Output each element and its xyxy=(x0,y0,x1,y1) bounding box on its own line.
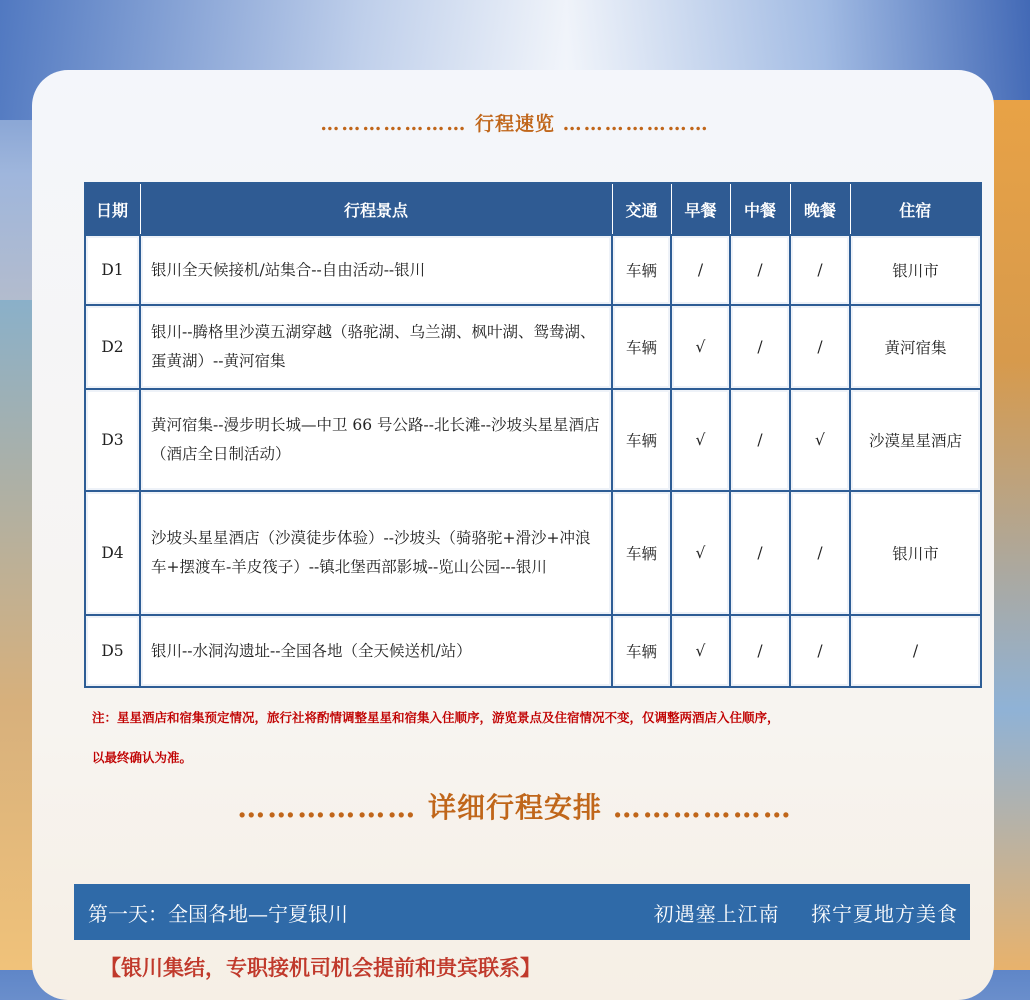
detail-dots-left: ……………… xyxy=(237,791,418,824)
day-cell: D2 xyxy=(85,305,140,389)
header-date: 日期 xyxy=(85,183,140,235)
breakfast-cell: √ xyxy=(671,615,730,687)
day-cell: D5 xyxy=(85,615,140,687)
stay-cell: 黄河宿集 xyxy=(850,305,981,389)
table-row xyxy=(85,389,981,491)
lunch-cell: / xyxy=(730,389,790,491)
lunch-cell: / xyxy=(730,235,790,305)
route-cell: 沙坡头星星酒店（沙漠徒步体验）--沙坡头（骑骆驼+滑沙+冲浪车+摆渡车-羊皮筏子）--镇北堡西部影城--览山公园---银川 xyxy=(140,491,612,615)
route-cell: 银川全天候接机/站集合--自由活动--银川 xyxy=(140,235,612,305)
route-cell: 黄河宿集--漫步明长城—中卫 66 号公路--北长滩--沙坡头星星酒店（酒店全日制活动） xyxy=(140,389,612,491)
transport-cell: 车辆 xyxy=(612,491,671,615)
route-cell: 银川--腾格里沙漠五湖穿越（骆驼湖、乌兰湖、枫叶湖、鸳鸯湖、蛋黄湖）--黄河宿集 xyxy=(140,305,612,389)
breakfast-cell: √ xyxy=(671,305,730,389)
day1-banner xyxy=(74,884,970,940)
header-stay: 住宿 xyxy=(850,183,981,235)
lunch-cell: / xyxy=(730,305,790,389)
day-cell: D4 xyxy=(85,491,140,615)
table-row xyxy=(85,305,981,389)
table-row xyxy=(85,491,981,615)
overview-title xyxy=(0,109,1030,136)
breakfast-cell: √ xyxy=(671,389,730,491)
dinner-cell: / xyxy=(790,305,850,389)
breakfast-cell: / xyxy=(671,235,730,305)
table-row xyxy=(85,615,981,687)
detail-title-text: 详细行程安排 xyxy=(427,791,602,824)
lunch-cell: / xyxy=(730,491,790,615)
title-dots-right: ………………… xyxy=(562,113,710,135)
booking-note: 注：星星酒店和宿集预定情况，旅行社将酌情调整星星和宿集入住顺序，游览景点及住宿情况不变，仅调整两酒店入住顺序， xyxy=(92,710,780,725)
header-transport: 交通 xyxy=(612,183,671,235)
header-route: 行程景点 xyxy=(140,183,612,235)
itinerary-table xyxy=(84,182,982,688)
breakfast-cell: √ xyxy=(671,491,730,615)
transport-cell: 车辆 xyxy=(612,305,671,389)
lunch-cell: / xyxy=(730,615,790,687)
stay-cell: 银川市 xyxy=(850,235,981,305)
route-cell: 银川--水洞沟遗址--全国各地（全天候送机/站） xyxy=(140,615,612,687)
transport-cell: 车辆 xyxy=(612,615,671,687)
header-breakfast: 早餐 xyxy=(671,183,730,235)
day1-subheading: 【银川集结，专职接机司机会提前和贵宾联系】 xyxy=(100,955,541,980)
table-row xyxy=(85,235,981,305)
stay-cell: / xyxy=(850,615,981,687)
day1-tag: 初遇塞上江南 xyxy=(653,901,780,926)
stay-cell: 沙漠星星酒店 xyxy=(850,389,981,491)
dinner-cell: / xyxy=(790,491,850,615)
dinner-cell: / xyxy=(790,615,850,687)
overview-title-text: 行程速览 xyxy=(474,113,555,135)
day-cell: D1 xyxy=(85,235,140,305)
header-dinner: 晚餐 xyxy=(790,183,850,235)
title-dots-left: ………………… xyxy=(320,113,468,135)
day1-tag: 探宁夏地方美食 xyxy=(811,901,958,926)
dinner-cell: √ xyxy=(790,389,850,491)
transport-cell: 车辆 xyxy=(612,235,671,305)
day-cell: D3 xyxy=(85,389,140,491)
detail-dots-right: ……………… xyxy=(612,791,793,824)
table-header-row xyxy=(85,183,981,235)
detail-title xyxy=(0,786,1030,826)
day1-title: 第一天：全国各地—宁夏银川 xyxy=(88,901,348,926)
stay-cell: 银川市 xyxy=(850,491,981,615)
booking-note-end: 以最终确认为准。 xyxy=(92,750,193,765)
dinner-cell: / xyxy=(790,235,850,305)
day1-tags xyxy=(630,898,958,927)
header-lunch: 中餐 xyxy=(730,183,790,235)
transport-cell: 车辆 xyxy=(612,389,671,491)
